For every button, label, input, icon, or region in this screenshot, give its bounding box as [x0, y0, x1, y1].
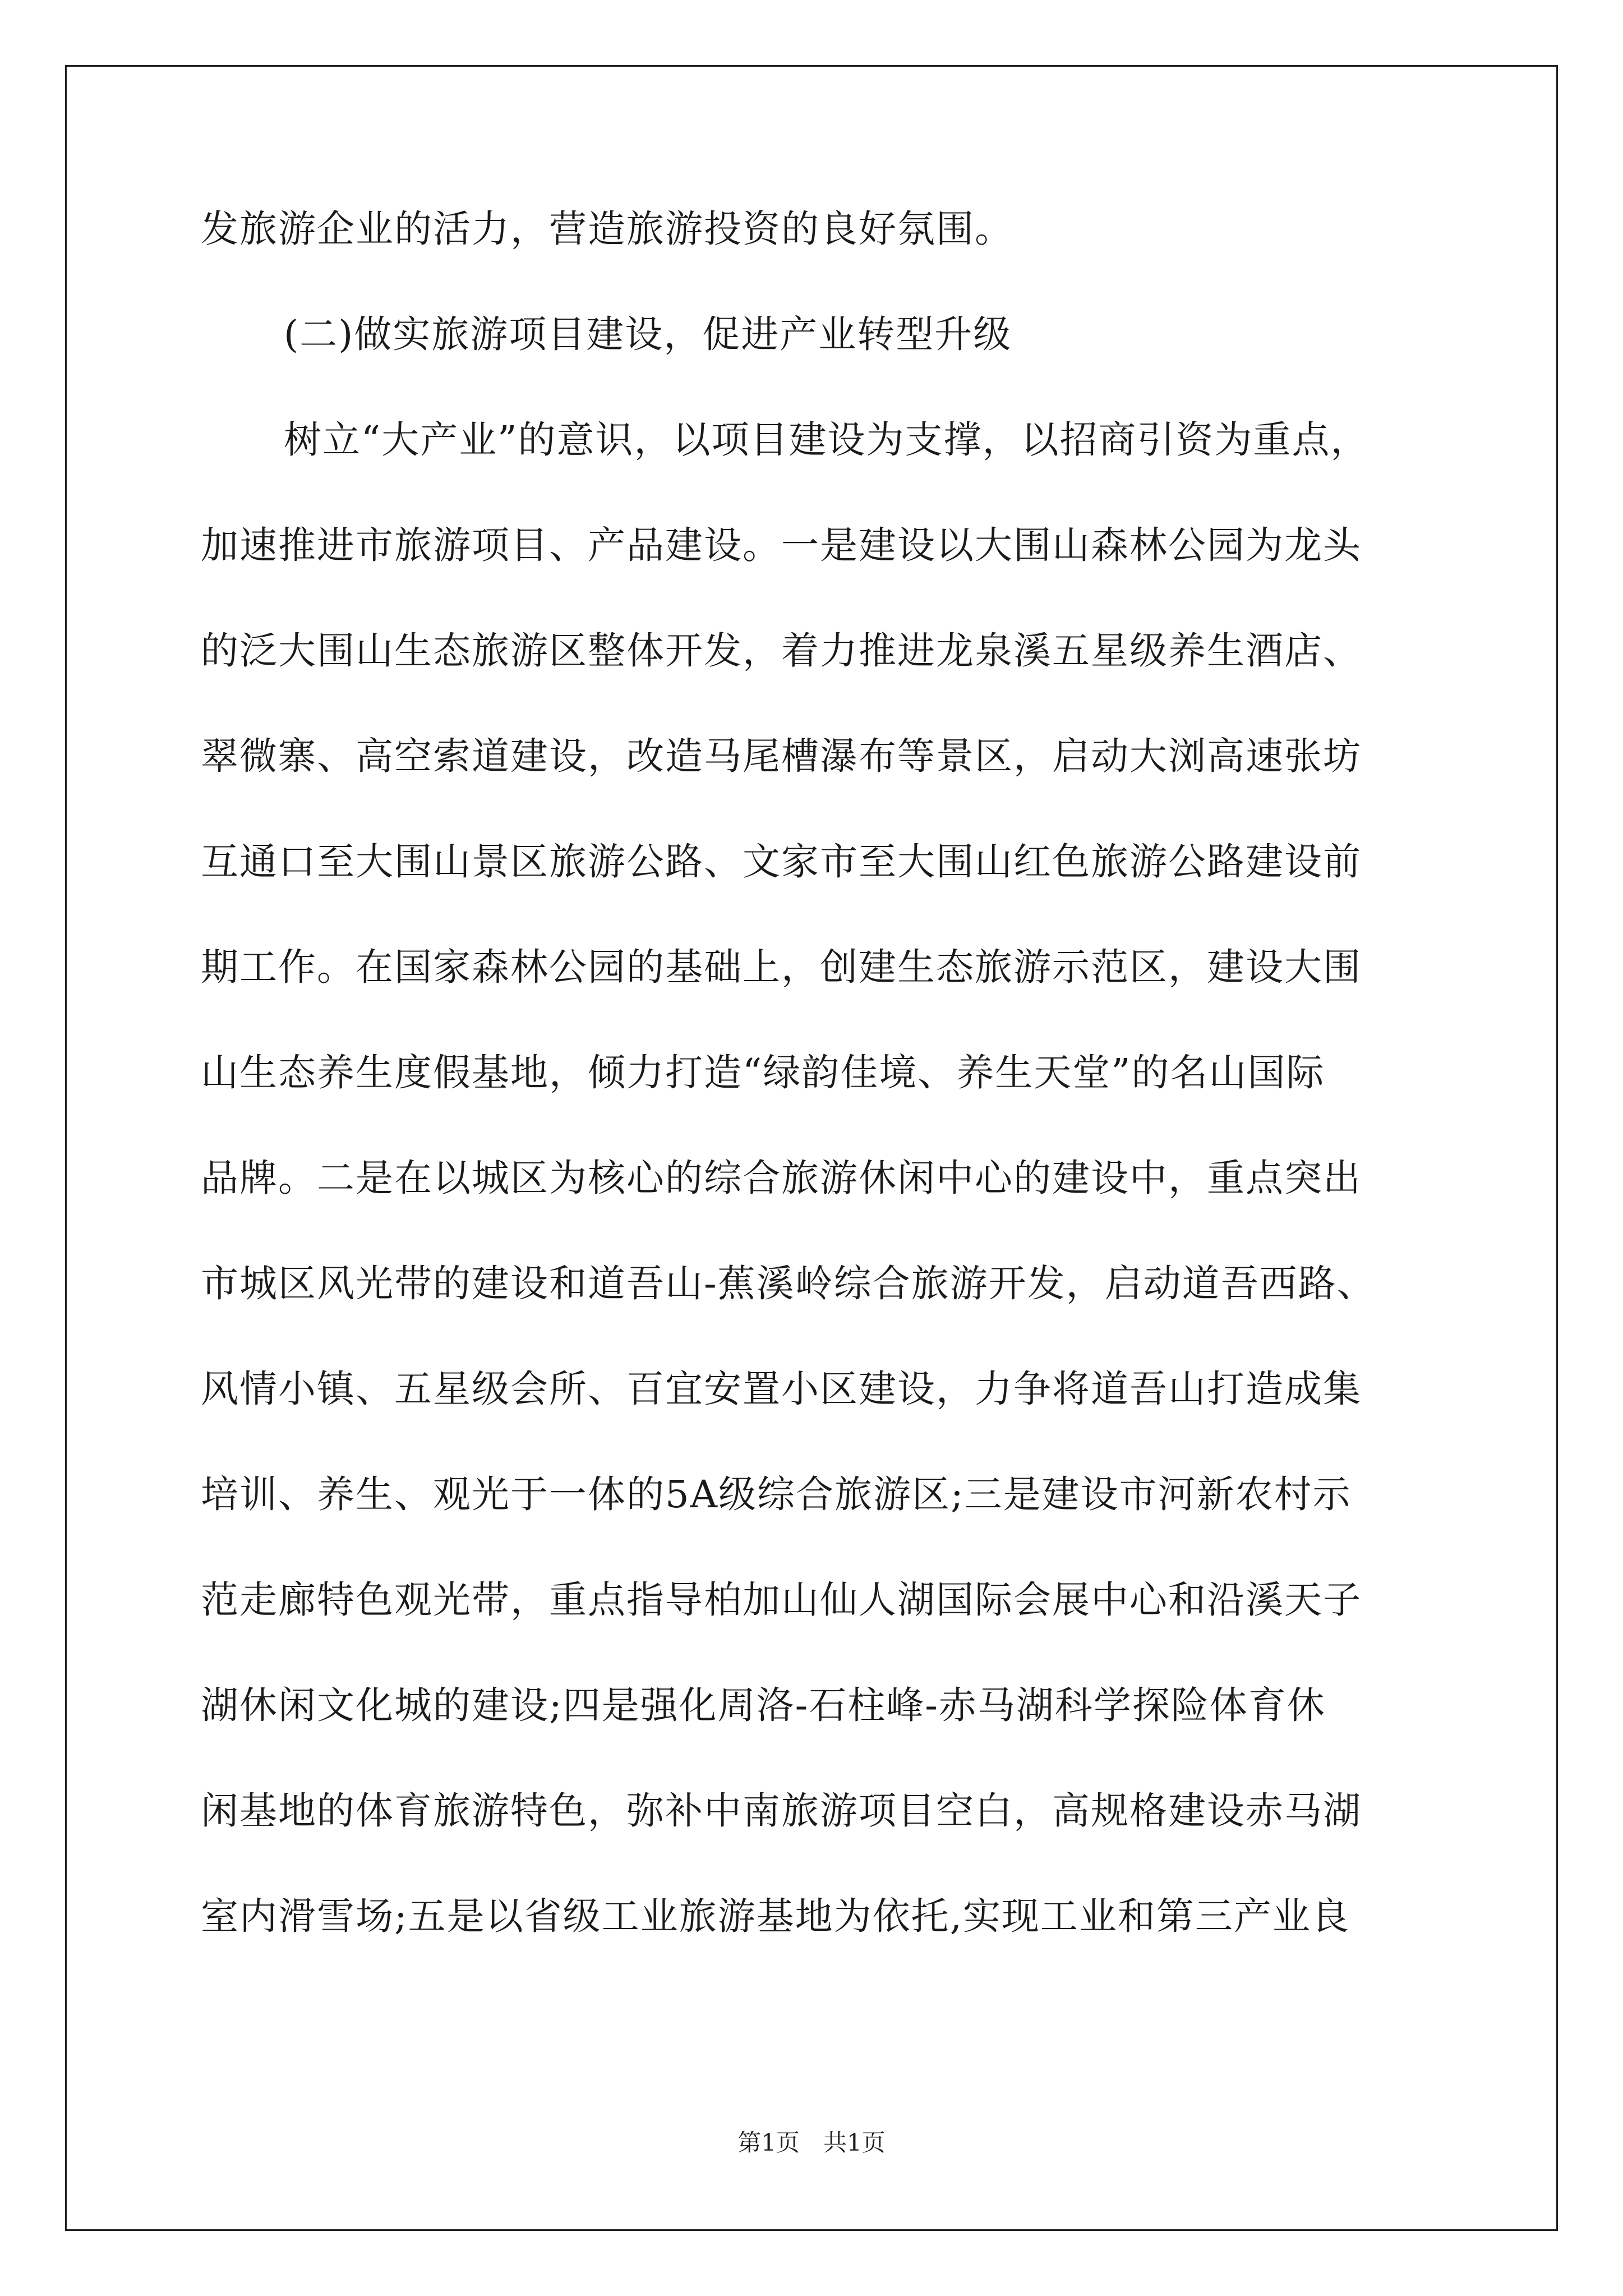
- text-line: 市城区风光带的建设和道吾山-蕉溪岭综合旅游开发，启动道吾西路、: [201, 1262, 1376, 1305]
- text-line: 培训、养生、观光于一体的5A级综合旅游区;三是建设市河新农村示: [201, 1473, 1352, 1516]
- paragraph-first-line: 树立“大产业”的意识，以项目建设为支撑，以招商引资为重点，: [284, 418, 1370, 462]
- page-number-footer: 第1页 共1页: [737, 2129, 886, 2156]
- text-line: 山生态养生度假基地，倾力打造“绿韵佳境、养生天堂”的名山国际: [201, 1051, 1325, 1094]
- text-line: 室内滑雪场;五是以省级工业旅游基地为依托,实现工业和第三产业良: [201, 1894, 1350, 1938]
- text-line: 翠微寨、高空索道建设，改造马尾槽瀑布等景区，启动大浏高速张坊: [201, 734, 1362, 778]
- text-line: 闲基地的体育旅游特色，弥补中南旅游项目空白，高规格建设赤马湖: [201, 1789, 1362, 1833]
- text-line: 发旅游企业的活力，营造旅游投资的良好氛围。: [201, 207, 1013, 251]
- section-heading: (二)做实旅游项目建设，促进产业转型升级: [284, 312, 1012, 356]
- text-line: 范走廊特色观光带，重点指导柏加山仙人湖国际会展中心和沿溪天子: [201, 1578, 1362, 1622]
- text-line: 加速推进市旅游项目、产品建设。一是建设以大围山森林公园为龙头: [201, 523, 1362, 567]
- text-line: 互通口至大围山景区旅游公路、文家市至大围山红色旅游公路建设前: [201, 840, 1362, 884]
- text-line: 的泛大围山生态旅游区整体开发，着力推进龙泉溪五星级养生酒店、: [201, 629, 1362, 673]
- text-line: 品牌。二是在以城区为核心的综合旅游休闲中心的建设中，重点突出: [201, 1156, 1362, 1200]
- text-line: 风情小镇、五星级会所、百宜安置小区建设，力争将道吾山打造成集: [201, 1367, 1362, 1411]
- text-line: 湖休闲文化城的建设;四是强化周洛-石柱峰-赤马湖科学探险体育休: [201, 1683, 1326, 1727]
- text-line: 期工作。在国家森林公园的基础上，创建生态旅游示范区，建设大围: [201, 945, 1362, 989]
